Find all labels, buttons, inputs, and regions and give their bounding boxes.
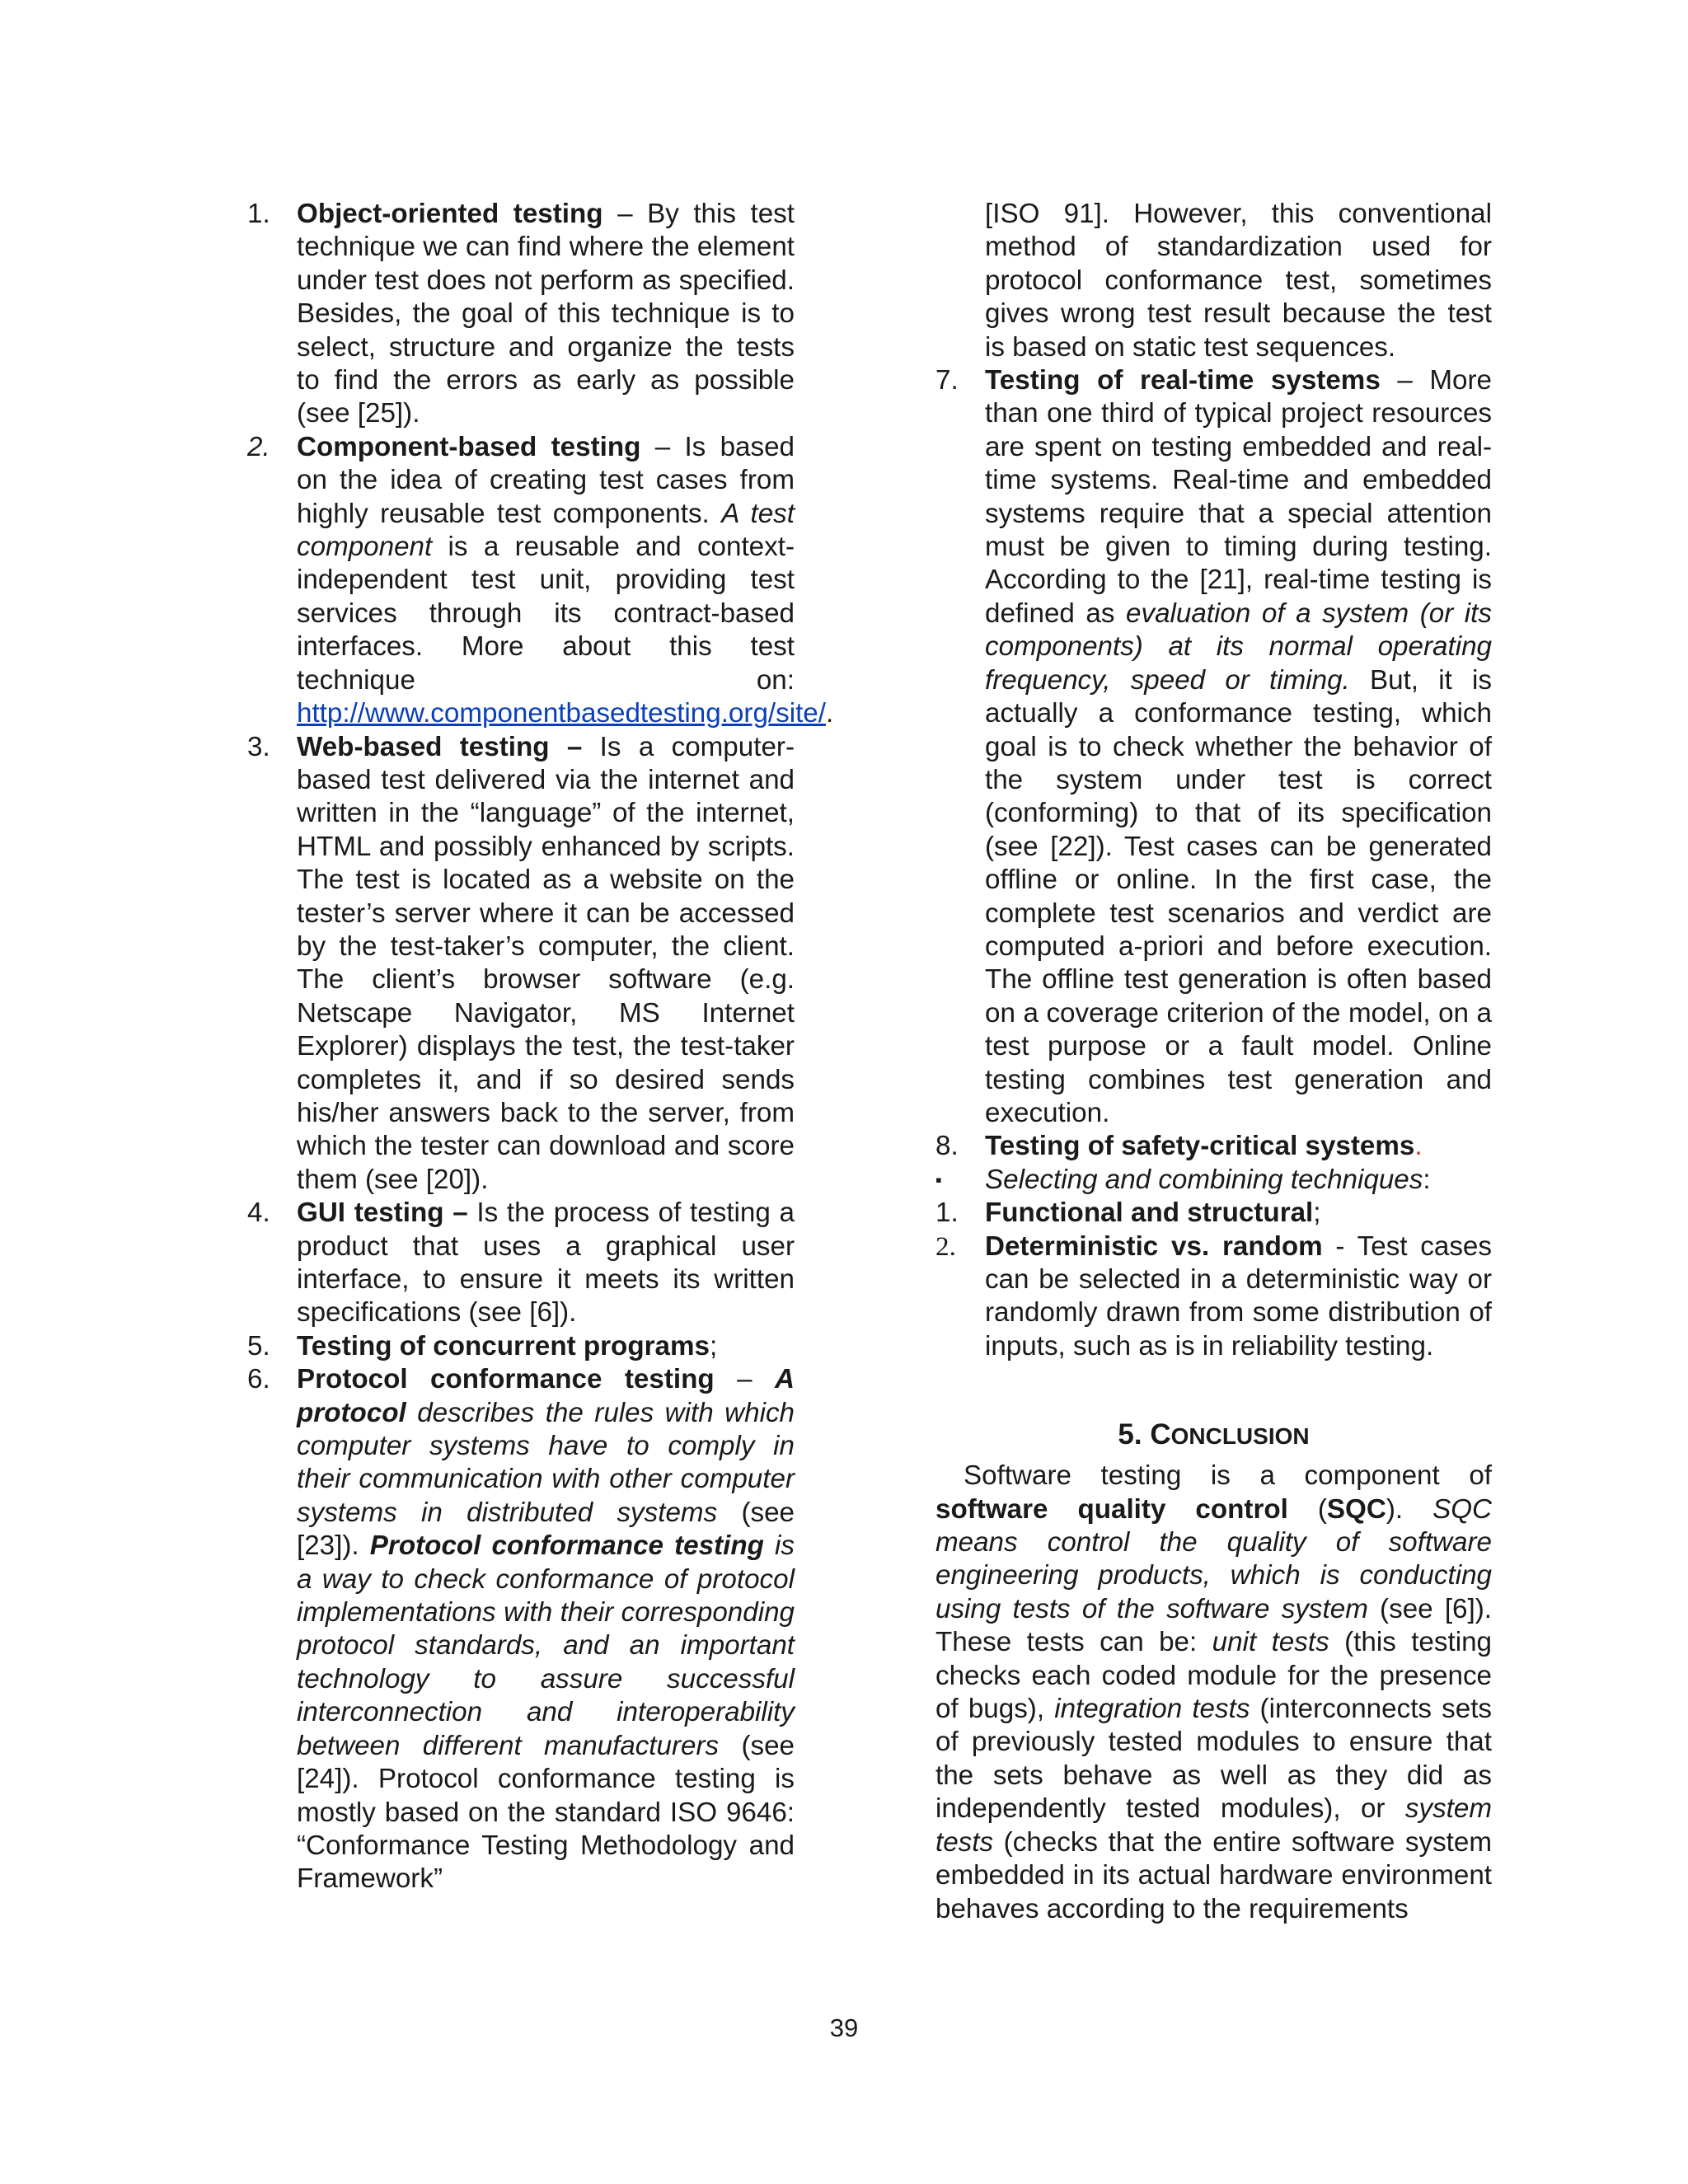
list-marker: 1. bbox=[247, 199, 270, 229]
item-title: Testing of safety-critical systems bbox=[985, 1131, 1415, 1162]
paragraph-text: (see [6]). These tests can be: bbox=[935, 1593, 1493, 1658]
list-marker: 6. bbox=[247, 1364, 270, 1395]
item-text: Is the process of testing a product that uses a graphical user interface, to ensure it meets its written specifications (see [6]). bbox=[297, 1197, 795, 1329]
item-bold-italic-term: A protocol bbox=[297, 1364, 795, 1428]
list-item-component-based-testing bbox=[247, 431, 834, 731]
item-title: Web-based testing – bbox=[297, 731, 583, 762]
item-title: Testing of real-time systems bbox=[985, 365, 1381, 396]
list-marker: 3. bbox=[247, 731, 270, 762]
item-title: Component-based testing bbox=[297, 431, 641, 462]
item-italic-term: A test component bbox=[297, 498, 795, 563]
section-heading-conclusion bbox=[935, 1417, 1492, 1455]
list-marker: 4. bbox=[247, 1197, 270, 1229]
item-italic-text: evaluation of a system (or its components) at its normal operating frequency, speed or timing. bbox=[985, 598, 1492, 696]
list-marker: 7. bbox=[935, 365, 959, 396]
list-item-protocol-conformance-testing bbox=[247, 1363, 795, 1896]
component-testing-link[interactable]: http://www.componentbasedtesting.org/site/ bbox=[297, 698, 826, 729]
item-title: GUI testing – bbox=[297, 1197, 468, 1229]
section-title-rest: ONCLUSION bbox=[1170, 1423, 1310, 1450]
list-item-selecting-techniques bbox=[935, 1164, 1492, 1197]
paragraph-italic: unit tests bbox=[1212, 1627, 1329, 1658]
paragraph-text: (interconnects sets of previously tested modules to ensure that the sets behave as well as they did as independently tested modules), or bbox=[935, 1694, 1493, 1825]
section-title-cap: C bbox=[1150, 1418, 1171, 1451]
paragraph-text: (this testing checks each coded module for the presence of bugs), bbox=[935, 1627, 1492, 1725]
list-item-gui-testing bbox=[247, 1197, 795, 1330]
item-italic-text: Selecting and combining techniques bbox=[985, 1164, 1423, 1195]
list-item-real-time-systems bbox=[935, 364, 1492, 1130]
page-number: 39 bbox=[829, 2013, 859, 2042]
section-number: 5. bbox=[1118, 1418, 1151, 1451]
item-text: ; bbox=[709, 1330, 718, 1361]
item-text: : bbox=[1423, 1164, 1431, 1195]
paragraph-italic: system tests bbox=[935, 1793, 1492, 1858]
item-italic-text: is a way to check conformance of protocol implementations with their corresponding protocol standards, and an important technology to assure successful interconnection and interoperability between different manufacturers bbox=[297, 1530, 795, 1761]
list-item-web-based-testing bbox=[247, 731, 795, 1197]
item-title: Deterministic vs. random bbox=[985, 1230, 1323, 1262]
item-title: Protocol conformance testing bbox=[297, 1364, 715, 1395]
item-text: – By this test technique we can find where the element under test does not perform as specified. Besides, the goal of this technique is to select, structure and organize the tests to find the errors as early as possible (see [25]). bbox=[297, 199, 795, 429]
paragraph-text: Software testing is a component of bbox=[964, 1460, 1492, 1492]
list-marker: 2. bbox=[247, 431, 270, 462]
right-column bbox=[935, 198, 1492, 1926]
item-italic-text: describes the rules with which computer systems have to comply in their communication with other computer systems in distributed systems bbox=[297, 1397, 795, 1528]
item-text: (see [23]). bbox=[297, 1497, 795, 1562]
left-column bbox=[247, 198, 834, 1896]
list-item-deterministic-random bbox=[935, 1230, 1492, 1364]
item-text: (see [24]). Protocol conformance testing is mostly based on the standard ISO 9646: “Conformance Testing Methodology and Framework” bbox=[297, 1730, 795, 1895]
conclusion-paragraph bbox=[935, 1460, 1492, 1926]
item-title: Functional and structural bbox=[985, 1197, 1314, 1229]
item-text: - Test cases can be selected in a deterministic way or randomly drawn from some distribution of inputs, such as is in reliability testing. bbox=[985, 1230, 1492, 1361]
paragraph-text: (checks that the entire software system embedded in its actual hardware environment behaves according to the requirements bbox=[935, 1826, 1492, 1924]
list-item-safety-critical-systems bbox=[935, 1130, 1492, 1163]
list-item-continuation: [ISO 91]. However, this conventional method of standardization used for protocol conformance test, sometimes gives wrong test result because the test is based on static test sequences. bbox=[985, 199, 1492, 363]
item-title: Object-oriented testing bbox=[297, 199, 603, 229]
list-item-object-oriented-testing bbox=[247, 198, 795, 431]
item-text: . bbox=[1414, 1131, 1423, 1162]
list-item-concurrent-programs bbox=[247, 1330, 795, 1363]
paragraph-bold: software quality control bbox=[935, 1493, 1288, 1525]
item-text: Is a computer-based test delivered via the internet and written in the “language” of the internet, HTML and possibly enhanced by scripts. The test is located as a website on the tester’s server where it can be accessed by the test-taker’s computer, the client. The client’s browser software (e.g. Netscape Navigator, MS Internet Explorer) displays the test, the test-taker completes it, and if so desired sends his/her answers back to the server, from which the tester can download and score them (see [20]). bbox=[297, 731, 795, 1195]
item-text: ; bbox=[1313, 1197, 1321, 1229]
item-text: . bbox=[826, 698, 834, 729]
square-bullet-icon: ▪ bbox=[935, 1169, 942, 1190]
item-text: But, it is actually a conformance testing, which goal is to check whether the behavior of the system under test is correct (conforming) to that of its specification (see [22]). Test cases can be generated offline or online. In the first case, the complete test scenarios and verdict are computed a-priori and before execution. The offline test generation is often based on a coverage criterion of the model, on a test purpose or a fault model. Online testing combines test generation and execution. bbox=[985, 664, 1492, 1128]
paragraph-bold: SQC bbox=[1326, 1493, 1386, 1525]
list-marker: 5. bbox=[247, 1330, 270, 1361]
item-text: is a reusable and context-independent test unit, providing test services through its contract-based interfaces. More about this test technique on: bbox=[297, 532, 795, 696]
paragraph-text: ). bbox=[1386, 1493, 1433, 1525]
list-marker: 1. bbox=[935, 1197, 959, 1229]
item-text: – bbox=[714, 1364, 776, 1395]
item-text: – Is based on the idea of creating test cases from highly reusable test components. bbox=[297, 431, 795, 529]
list-marker: 2. bbox=[935, 1230, 956, 1262]
item-text: – More than one third of typical project resources are spent on testing embedded and real-time systems. Real-time and embedded systems require that a special attention must be given to timing during testing. According to the [21], real-time testing is defined as bbox=[985, 365, 1492, 629]
list-item-functional-structural bbox=[935, 1197, 1492, 1230]
item-title: Testing of concurrent programs bbox=[297, 1330, 710, 1361]
list-marker: 8. bbox=[935, 1131, 959, 1162]
item-bold-italic-term: Protocol conformance testing bbox=[369, 1530, 764, 1562]
paragraph-italic: SQC means control the quality of software engineering products, which is conducting using tests of the software system bbox=[935, 1493, 1492, 1624]
paragraph-text: ( bbox=[1287, 1493, 1327, 1525]
paragraph-italic: integration tests bbox=[1054, 1694, 1250, 1725]
